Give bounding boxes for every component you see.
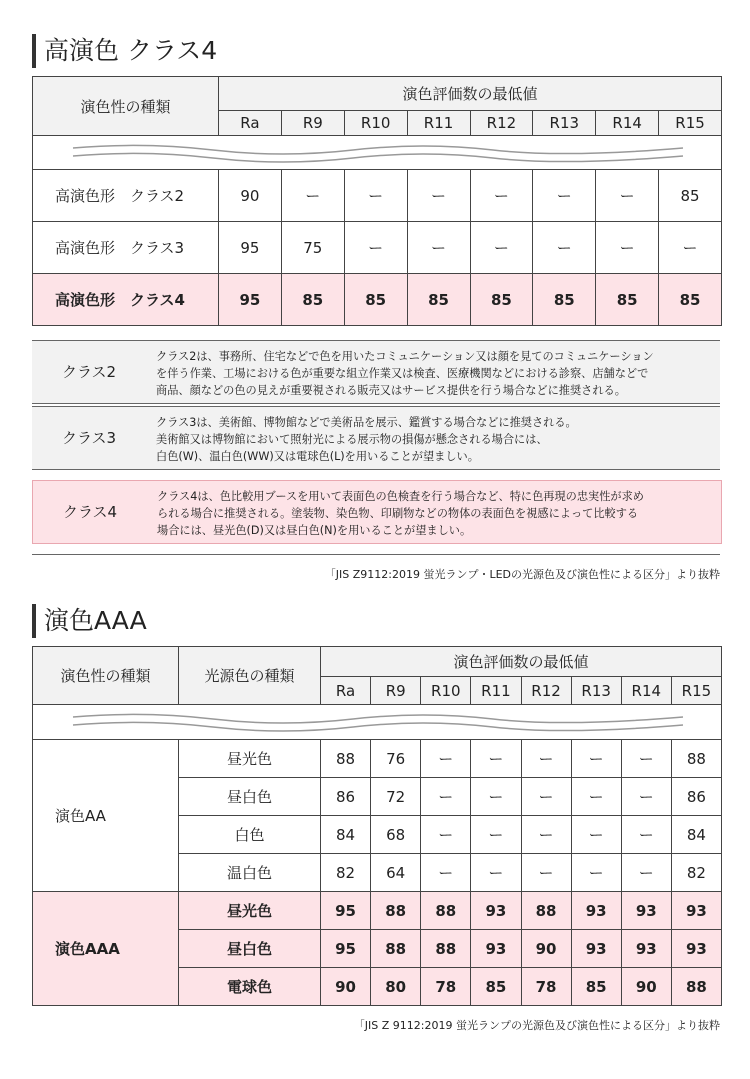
source-type: 昼白色 bbox=[179, 778, 321, 816]
cell-value: ー bbox=[621, 816, 671, 854]
cell-value: ー bbox=[621, 740, 671, 778]
cell-value: 68 bbox=[371, 816, 421, 854]
cell-value: 85 bbox=[659, 274, 722, 326]
cell-value: 93 bbox=[571, 892, 621, 930]
cell-value: 85 bbox=[471, 968, 521, 1006]
cell-value: 93 bbox=[471, 892, 521, 930]
cell-value: ー bbox=[596, 170, 659, 222]
cell-value: 76 bbox=[371, 740, 421, 778]
cell-value: ー bbox=[596, 222, 659, 274]
cell-value: ー bbox=[621, 778, 671, 816]
column-header: R12 bbox=[470, 111, 533, 136]
table-row bbox=[33, 274, 722, 326]
cell-value: 85 bbox=[470, 274, 533, 326]
source-type: 白色 bbox=[179, 816, 321, 854]
cell-value: 86 bbox=[671, 778, 721, 816]
cell-value: ー bbox=[407, 222, 470, 274]
table-row bbox=[33, 222, 722, 274]
source-type: 電球色 bbox=[179, 968, 321, 1006]
note-label: クラス3 bbox=[61, 429, 117, 447]
header-source: 光源色の種類 bbox=[179, 647, 321, 705]
column-header: R11 bbox=[471, 677, 521, 705]
note-text: クラス4は、色比較用ブースを用いて表面色の色検査を行う場合など、特に色再現の忠実性が求め られる場合に推奨される。塗装物、染色物、印刷物などの物体の表面色を視感によって比較する 場合には、昼光色(D)又は昼白色(N)を用いることが望ましい。 bbox=[157, 490, 644, 537]
cell-value: 95 bbox=[321, 930, 371, 968]
column-header: Ra bbox=[219, 111, 282, 136]
cell-value: ー bbox=[533, 222, 596, 274]
column-header: Ra bbox=[321, 677, 371, 705]
cell-value: ー bbox=[470, 170, 533, 222]
cell-value: 78 bbox=[521, 968, 571, 1006]
cell-value: 93 bbox=[671, 930, 721, 968]
cell-value: ー bbox=[571, 740, 621, 778]
cell-value: 82 bbox=[671, 854, 721, 892]
class-table bbox=[32, 76, 722, 326]
cell-value: 80 bbox=[371, 968, 421, 1006]
note-class2 bbox=[32, 340, 720, 404]
section2-title: 演色AAA bbox=[32, 604, 147, 638]
table-row bbox=[33, 892, 722, 930]
row-label: 高演色形 クラス4 bbox=[33, 274, 219, 326]
note-text: クラス2は、事務所、住宅などで色を用いたコミュニケーション又は顔を見てのコミュニケーション を伴う作業、工場における色が重要な組立作業又は検査、医療機関などにおける診察、店舗などで 商品、顔などの色の見えが重要視される販売又はサービス提供を行う場合などに推奨される。 bbox=[156, 350, 654, 397]
cell-value: ー bbox=[421, 740, 471, 778]
cell-value: ー bbox=[421, 778, 471, 816]
column-header: R10 bbox=[421, 677, 471, 705]
column-header: R15 bbox=[659, 111, 722, 136]
note-text: クラス3は、美術館、博物館などで美術品を展示、鑑賞する場合などに推奨される。 美術館又は博物館において照射光による展示物の損傷が懸念される場合には、 白色(W)、温白色(WW)又は電球色(L)を用いることが望ましい。 bbox=[156, 416, 577, 463]
cell-value: 93 bbox=[621, 930, 671, 968]
source-type: 昼光色 bbox=[179, 892, 321, 930]
cell-value: 78 bbox=[421, 968, 471, 1006]
header-type: 演色性の種類 bbox=[33, 77, 219, 136]
column-header: R13 bbox=[533, 111, 596, 136]
source-note-2: 「JIS Z 9112:2019 蛍光ランプの光源色及び演色性による区分」より抜粋 bbox=[353, 1019, 720, 1032]
cell-value: 93 bbox=[471, 930, 521, 968]
column-header: R11 bbox=[407, 111, 470, 136]
note-label: クラス4 bbox=[62, 503, 118, 521]
cell-value: ー bbox=[533, 170, 596, 222]
group-label: 演色AAA bbox=[33, 892, 179, 1006]
cell-value: ー bbox=[470, 222, 533, 274]
cell-value: 93 bbox=[571, 930, 621, 968]
cell-value: 88 bbox=[421, 930, 471, 968]
cell-value: 64 bbox=[371, 854, 421, 892]
header-min-values: 演色評価数の最低値 bbox=[219, 77, 722, 111]
cell-value: 90 bbox=[521, 930, 571, 968]
cell-value: ー bbox=[471, 816, 521, 854]
cell-value: 85 bbox=[533, 274, 596, 326]
column-header: R10 bbox=[344, 111, 407, 136]
cell-value: ー bbox=[344, 170, 407, 222]
column-header: R9 bbox=[281, 111, 344, 136]
cell-value: 72 bbox=[371, 778, 421, 816]
cell-value: 93 bbox=[621, 892, 671, 930]
cell-value: 90 bbox=[219, 170, 282, 222]
cell-value: 84 bbox=[321, 816, 371, 854]
cell-value: 85 bbox=[596, 274, 659, 326]
cell-value: 88 bbox=[371, 930, 421, 968]
group-label: 演色AA bbox=[33, 740, 179, 892]
omission-wave bbox=[33, 136, 722, 170]
cell-value: ー bbox=[421, 854, 471, 892]
cell-value: 88 bbox=[371, 892, 421, 930]
cell-value: ー bbox=[621, 854, 671, 892]
cell-value: ー bbox=[521, 816, 571, 854]
cell-value: 82 bbox=[321, 854, 371, 892]
section1-title: 高演色 クラス4 bbox=[32, 34, 217, 68]
cell-value: 84 bbox=[671, 816, 721, 854]
header-min-values: 演色評価数の最低値 bbox=[321, 647, 722, 677]
cell-value: 85 bbox=[659, 170, 722, 222]
row-label: 高演色形 クラス3 bbox=[33, 222, 219, 274]
cell-value: 88 bbox=[521, 892, 571, 930]
cell-value: 90 bbox=[621, 968, 671, 1006]
cell-value: ー bbox=[521, 778, 571, 816]
cell-value: ー bbox=[571, 778, 621, 816]
cell-value: ー bbox=[471, 854, 521, 892]
omission-wave bbox=[33, 705, 722, 740]
aaa-table bbox=[32, 646, 722, 1006]
cell-value: ー bbox=[407, 170, 470, 222]
source-type: 温白色 bbox=[179, 854, 321, 892]
cell-value: 85 bbox=[571, 968, 621, 1006]
table-row bbox=[33, 170, 722, 222]
source-type: 昼光色 bbox=[179, 740, 321, 778]
cell-value: ー bbox=[471, 740, 521, 778]
cell-value: 88 bbox=[671, 740, 721, 778]
table-row bbox=[33, 740, 722, 778]
cell-value: ー bbox=[571, 854, 621, 892]
cell-value: 75 bbox=[281, 222, 344, 274]
source-type: 昼白色 bbox=[179, 930, 321, 968]
note-class3 bbox=[32, 406, 720, 470]
cell-value: ー bbox=[344, 222, 407, 274]
cell-value: ー bbox=[571, 816, 621, 854]
column-header: R13 bbox=[571, 677, 621, 705]
note-label: クラス2 bbox=[61, 363, 117, 381]
cell-value: 90 bbox=[321, 968, 371, 1006]
cell-value: ー bbox=[521, 854, 571, 892]
source-note-1: 「JIS Z9112:2019 蛍光ランプ・LEDの光源色及び演色性による区分」より抜粋 bbox=[324, 568, 720, 581]
cell-value: ー bbox=[471, 778, 521, 816]
cell-value: ー bbox=[421, 816, 471, 854]
column-header: R14 bbox=[596, 111, 659, 136]
cell-value: ー bbox=[521, 740, 571, 778]
cell-value: 88 bbox=[321, 740, 371, 778]
column-header: R9 bbox=[371, 677, 421, 705]
cell-value: 88 bbox=[671, 968, 721, 1006]
cell-value: 93 bbox=[671, 892, 721, 930]
cell-value: 85 bbox=[407, 274, 470, 326]
cell-value: ー bbox=[281, 170, 344, 222]
cell-value: 88 bbox=[421, 892, 471, 930]
row-label: 高演色形 クラス2 bbox=[33, 170, 219, 222]
note-class4 bbox=[32, 480, 722, 544]
cell-value: 85 bbox=[344, 274, 407, 326]
cell-value: 95 bbox=[219, 274, 282, 326]
column-header: R14 bbox=[621, 677, 671, 705]
cell-value: ー bbox=[659, 222, 722, 274]
cell-value: 86 bbox=[321, 778, 371, 816]
column-header: R15 bbox=[671, 677, 721, 705]
cell-value: 95 bbox=[219, 222, 282, 274]
cell-value: 95 bbox=[321, 892, 371, 930]
header-type: 演色性の種類 bbox=[33, 647, 179, 705]
cell-value: 85 bbox=[281, 274, 344, 326]
column-header: R12 bbox=[521, 677, 571, 705]
